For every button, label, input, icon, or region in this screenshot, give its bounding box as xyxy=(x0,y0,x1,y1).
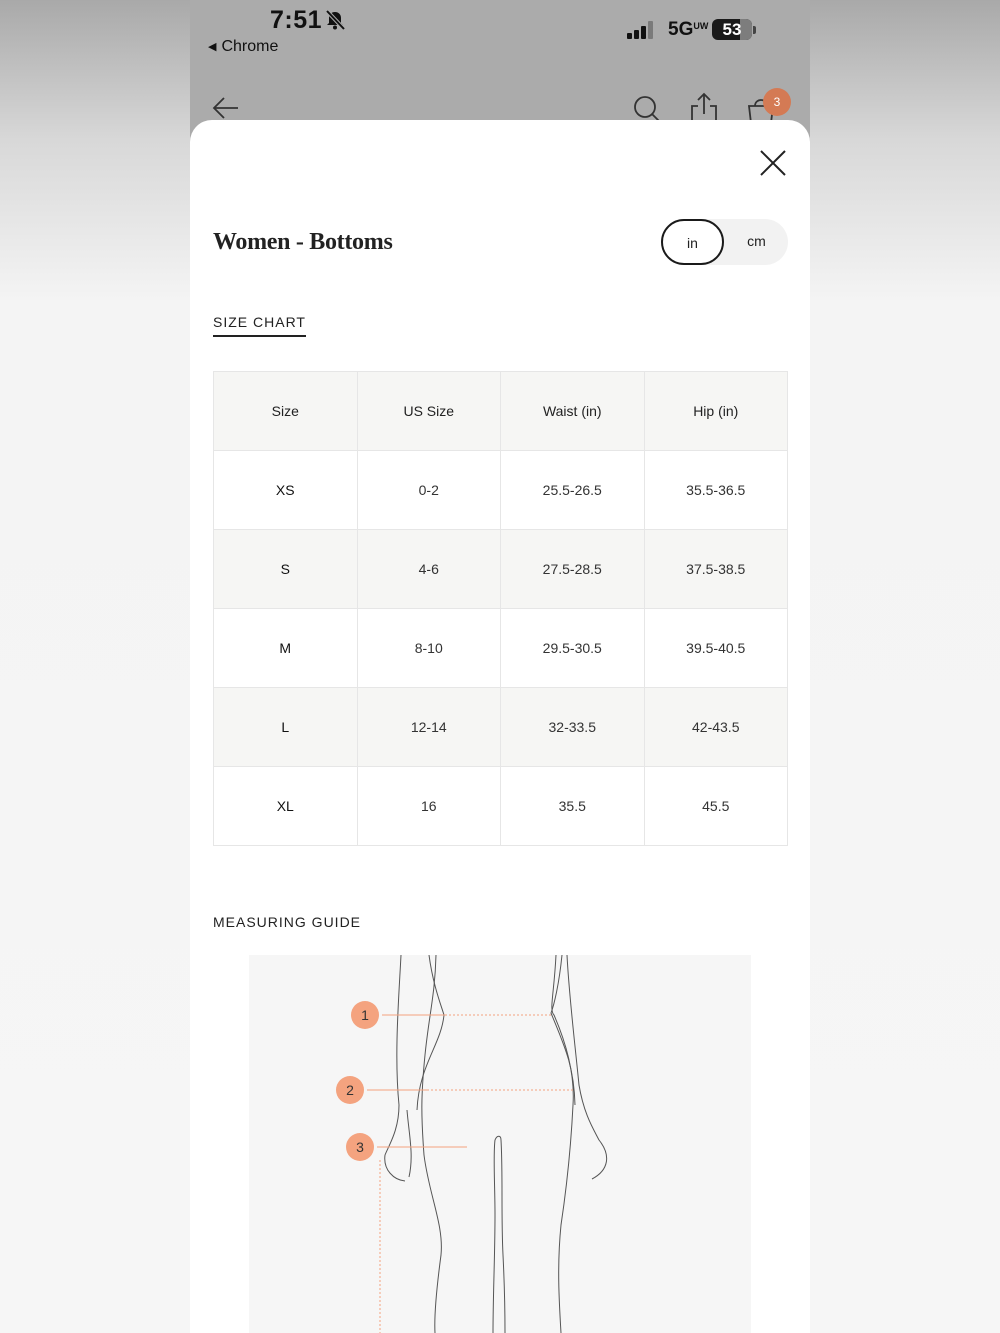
unit-option-in[interactable]: in xyxy=(661,219,724,265)
body-outline-illustration xyxy=(249,955,751,1333)
table-row xyxy=(214,609,788,688)
table-cell-waist: 32-33.5 xyxy=(501,688,645,767)
back-to-app-link[interactable] xyxy=(208,38,278,56)
table-cell-us-size: 0-2 xyxy=(357,451,501,530)
battery-fill xyxy=(740,19,752,40)
table-cell-us-size: 4-6 xyxy=(357,530,501,609)
table-cell-hip: 45.5 xyxy=(644,767,788,846)
table-row xyxy=(214,451,788,530)
close-icon[interactable] xyxy=(758,148,788,178)
table-cell-us-size: 16 xyxy=(357,767,501,846)
sheet-title: Women - Bottoms xyxy=(213,229,393,255)
table-cell-size: L xyxy=(214,688,358,767)
table-cell-hip: 37.5-38.5 xyxy=(644,530,788,609)
table-row xyxy=(214,767,788,846)
back-triangle-icon: ◀ xyxy=(208,41,217,53)
arrow-left-icon[interactable] xyxy=(212,96,240,120)
back-app-label: Chrome xyxy=(221,38,279,55)
measurement-marker-hip: 2 xyxy=(336,1076,364,1104)
unit-toggle xyxy=(661,219,788,265)
size-chart-table xyxy=(213,371,788,846)
table-cell-us-size: 12-14 xyxy=(357,688,501,767)
cart-count-badge: 3 xyxy=(763,88,791,116)
battery-level: 53 xyxy=(722,20,742,39)
table-header-row xyxy=(214,372,788,451)
table-row xyxy=(214,688,788,767)
table-cell-us-size: 8-10 xyxy=(357,609,501,688)
measurement-marker-waist: 1 xyxy=(351,1001,379,1029)
table-header-waist: Waist (in) xyxy=(501,372,645,451)
measurement-marker-inseam: 3 xyxy=(346,1133,374,1161)
measuring-guide-title: MEASURING GUIDE xyxy=(213,914,362,930)
table-cell-size: S xyxy=(214,530,358,609)
table-header-us-size: US Size xyxy=(357,372,501,451)
table-cell-hip: 42-43.5 xyxy=(644,688,788,767)
table-cell-waist: 25.5-26.5 xyxy=(501,451,645,530)
status-time: 7:51 xyxy=(270,6,323,34)
status-bar xyxy=(190,0,810,60)
table-header-hip: Hip (in) xyxy=(644,372,788,451)
unit-option-cm[interactable]: cm xyxy=(747,233,766,249)
signal-icon xyxy=(627,20,659,40)
table-cell-waist: 27.5-28.5 xyxy=(501,530,645,609)
tab-size-chart[interactable]: SIZE CHART xyxy=(213,314,306,337)
table-cell-size: XS xyxy=(214,451,358,530)
bell-slash-icon xyxy=(324,9,346,31)
measuring-guide-figure xyxy=(249,955,751,1333)
network-indicator: $5G^{UW}$ xyxy=(668,19,709,40)
table-row xyxy=(214,530,788,609)
table-cell-hip: 39.5-40.5 xyxy=(644,609,788,688)
table-cell-waist: 35.5 xyxy=(501,767,645,846)
phone-screen xyxy=(190,0,810,1333)
table-header-size: Size xyxy=(214,372,358,451)
table-cell-size: XL xyxy=(214,767,358,846)
battery-nub xyxy=(753,26,756,34)
battery-indicator xyxy=(712,19,752,40)
table-cell-hip: 35.5-36.5 xyxy=(644,451,788,530)
table-cell-waist: 29.5-30.5 xyxy=(501,609,645,688)
table-cell-size: M xyxy=(214,609,358,688)
